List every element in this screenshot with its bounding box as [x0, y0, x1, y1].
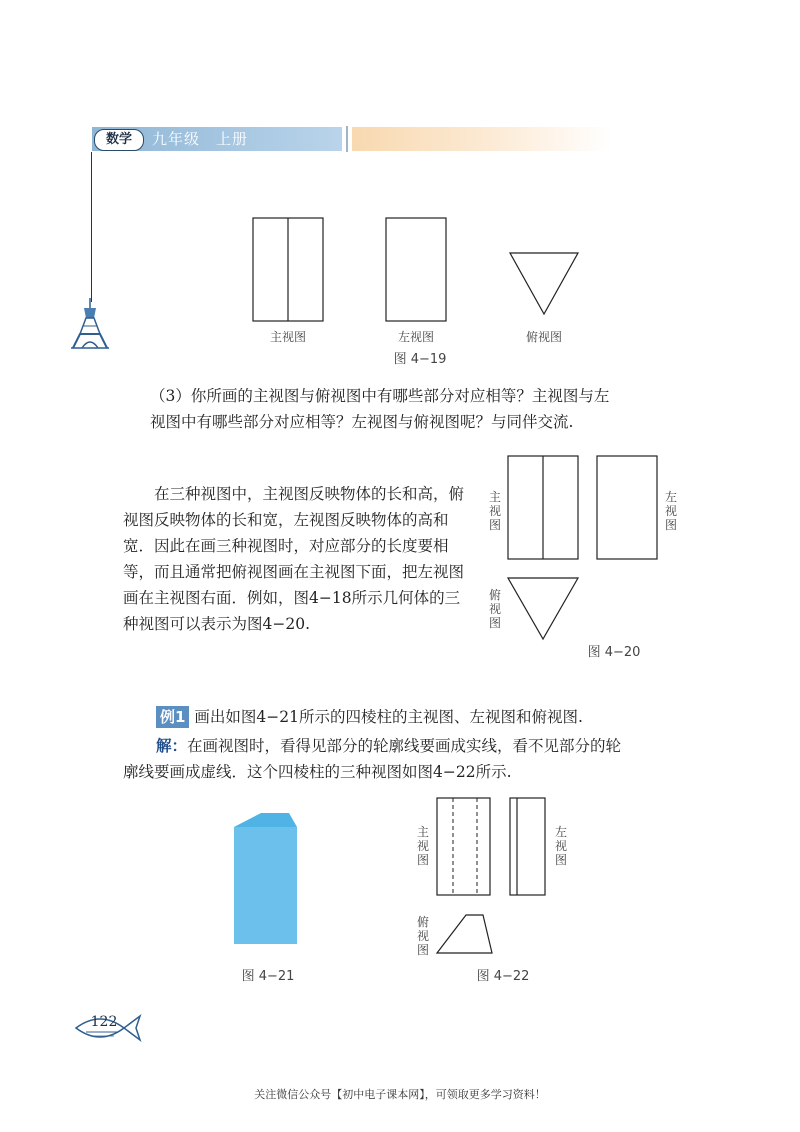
fig22-label: 图 4−22: [476, 969, 530, 984]
page-number: 122: [90, 1014, 118, 1030]
fig19-caption-front: 主视图: [269, 330, 306, 344]
header-bar: [92, 127, 342, 151]
figure-4-22-drawing: [430, 792, 560, 962]
fig20-label: 图 4−20: [587, 645, 641, 660]
fig22-label-top: 俯视图: [416, 915, 429, 957]
fig20-label-left: 左视图: [664, 490, 677, 532]
example-1-solution: [123, 733, 623, 785]
fig21-label: 图 4−21: [241, 969, 295, 984]
fig19-label: 图 4−19: [393, 352, 447, 367]
subject-badge: 数学: [94, 129, 144, 151]
fig20-top-view: [508, 578, 578, 639]
fig20-left-view: [597, 456, 657, 559]
example-badge: 例1: [156, 706, 189, 728]
figure-4-19-drawing: [240, 210, 600, 330]
header-decoration: [352, 127, 612, 151]
book-title: 九年级 上册: [152, 130, 249, 148]
margin-line: [91, 152, 92, 302]
tower-icon: [70, 298, 110, 350]
fig20-label-top: 俯视图: [488, 588, 501, 630]
fig19-caption-left: 左视图: [397, 330, 434, 344]
solution-text: 在画视图时，看得见部分的轮廓线要画成实线，看不见部分的轮廓线要画成虚线．这个四棱柱的三种视图如图4−22所示.: [123, 737, 622, 781]
example-prompt-text: 画出如图4−21所示的四棱柱的主视图、左视图和俯视图.: [194, 708, 583, 726]
fig19-left-view: [386, 218, 446, 321]
solution-label: 解：: [156, 736, 188, 755]
fig22-label-front: 主视图: [416, 825, 429, 867]
fig22-left-view: [510, 798, 545, 895]
header-separator: [346, 126, 348, 152]
fig22-top-view: [437, 915, 492, 953]
fig22-front-view: [437, 798, 490, 895]
fig20-label-front: 主视图: [488, 490, 501, 532]
figure-4-20-drawing: [500, 450, 670, 645]
question-3: （3）你所画的主视图与俯视图中有哪些部分对应相等？主视图与左视图中有哪些部分对应相等？左视图与俯视图呢？与同伴交流.: [150, 387, 610, 431]
figure-4-21-prism: [225, 805, 305, 950]
fig22-label-left: 左视图: [554, 825, 567, 867]
footer-note: 关注微信公众号【初中电子课本网】，可领取更多学习资料！: [254, 1088, 546, 1101]
example-1-prompt: [156, 704, 636, 730]
fig19-caption-top: 俯视图: [525, 330, 562, 344]
fig19-top-view: [510, 253, 578, 314]
explanation-paragraph: 在三种视图中，主视图反映物体的长和高，俯视图反映物体的长和宽，左视图反映物体的高和宽．因此在画三种视图时，对应部分的长度要相等，而且通常把俯视图画在主视图下面，把左视图画在主视图右面．例如，图4−18所示几何体的三种视图可以表示为图4−20.: [123, 485, 465, 633]
